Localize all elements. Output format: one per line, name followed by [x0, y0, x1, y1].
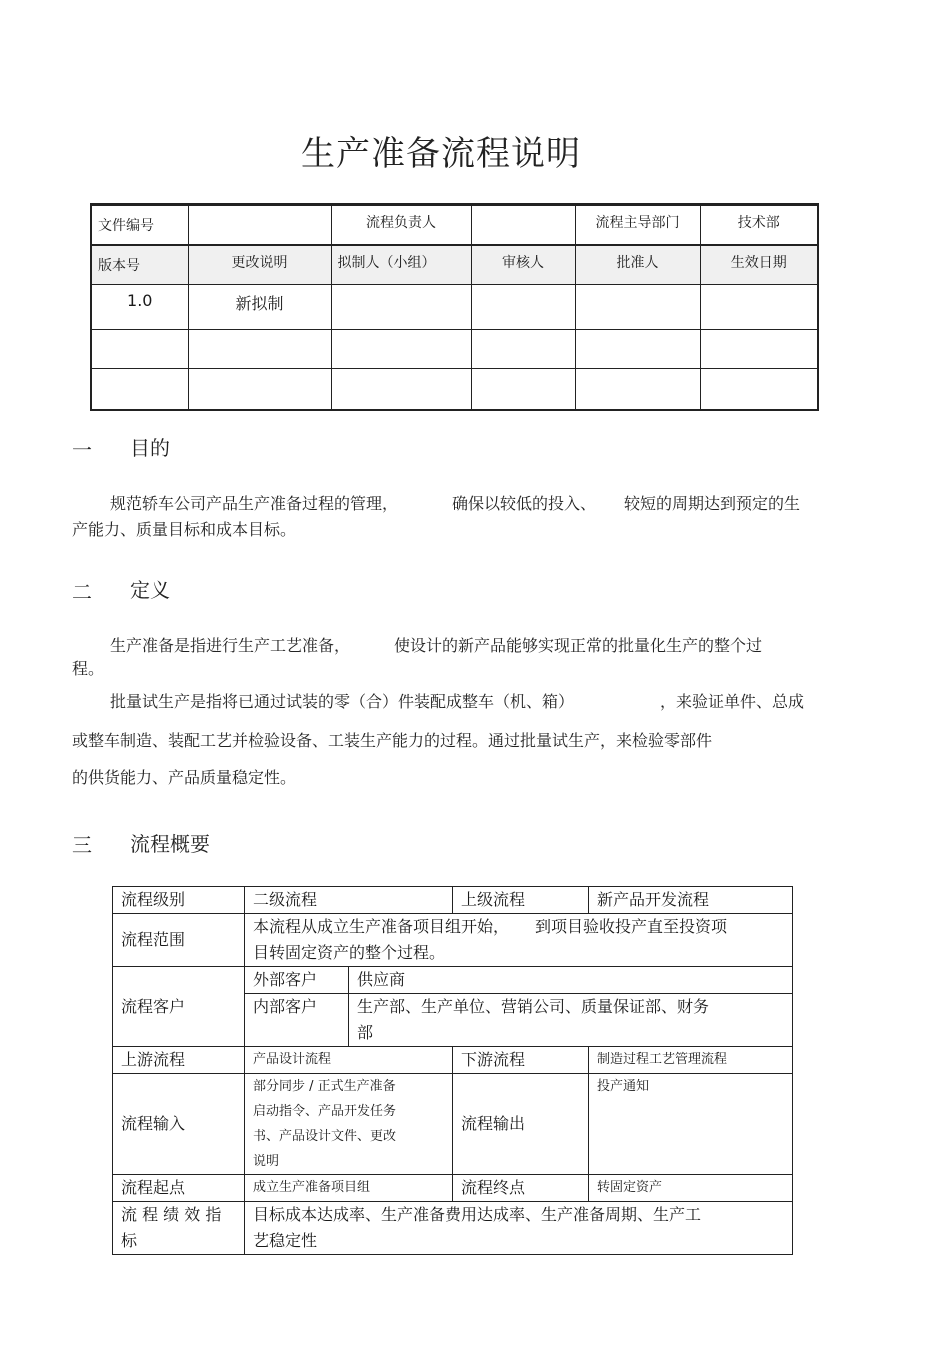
customer-label: 流程客户 — [113, 967, 245, 1047]
table-cell — [700, 369, 818, 411]
table-cell — [575, 285, 700, 330]
table-cell — [471, 369, 575, 411]
section-1-text-b: 确保以较低的投入、 — [452, 494, 597, 513]
internal-value — [349, 994, 793, 1047]
table-cell — [471, 330, 575, 369]
table-cell — [91, 369, 188, 411]
section-2-p1-c: 程。 — [72, 659, 105, 678]
scope-value-a: 本流程从成立生产准备项目组开始， — [253, 917, 510, 936]
table-cell — [331, 369, 471, 411]
scope-value-c: 目转固定资产的整个过程。 — [253, 943, 446, 962]
downstream-label: 下游流程 — [453, 1047, 589, 1074]
scope-value — [245, 914, 793, 967]
table-row — [113, 1202, 793, 1255]
external-label: 外部客户 — [245, 967, 349, 994]
table-row — [91, 245, 818, 285]
table-cell — [331, 285, 471, 330]
section-1-title: 目的 — [130, 436, 170, 460]
table-cell — [575, 330, 700, 369]
input-value-3: 书、产品设计文件、更改 — [253, 1129, 397, 1144]
section-1-number: 一 — [72, 438, 92, 462]
section-2-p2-a: 批量试生产是指将已通过试装的零（合）件装配成整车（机、箱） — [110, 692, 575, 711]
scope-label: 流程范围 — [113, 914, 245, 967]
output-value: 投产通知 — [589, 1074, 793, 1175]
process-summary-table — [112, 886, 793, 1255]
table-row — [91, 330, 818, 369]
table-row — [91, 369, 818, 411]
start-value: 成立生产准备项目组 — [245, 1175, 453, 1202]
drafter-label: 拟制人（小组） — [331, 245, 471, 285]
input-label: 流程输入 — [113, 1074, 245, 1175]
table-row — [91, 205, 818, 246]
section-2-p2-b: ，来验证单件、总成 — [660, 692, 805, 711]
internal-label: 内部客户 — [245, 994, 349, 1047]
process-owner-value — [471, 205, 575, 246]
scope-value-b: 到项目验收投产直至投资项 — [535, 917, 728, 936]
kpi-label-b: 标 — [121, 1231, 138, 1250]
downstream-value: 制造过程工艺管理流程 — [589, 1047, 793, 1074]
table-cell — [188, 330, 331, 369]
parent-label: 上级流程 — [453, 887, 589, 914]
table-row — [113, 1175, 793, 1202]
page-title: 生产准备流程说明 — [301, 134, 581, 174]
table-row — [113, 914, 793, 967]
table-cell — [188, 369, 331, 411]
section-1-text-c: 较短的周期达到预定的生 — [624, 494, 801, 513]
kpi-value — [245, 1202, 793, 1255]
table-cell — [700, 285, 818, 330]
reviewer-label: 审核人 — [471, 245, 575, 285]
table-cell — [91, 330, 188, 369]
version-value: 1.0 — [91, 285, 188, 330]
change-desc-value: 新拟制 — [188, 285, 331, 330]
input-value-4: 说明 — [253, 1154, 280, 1169]
doc-number-label: 文件编号 — [91, 205, 188, 246]
lead-dept-label: 流程主导部门 — [575, 205, 700, 246]
table-row — [113, 887, 793, 914]
table-cell — [700, 330, 818, 369]
end-label: 流程终点 — [453, 1175, 589, 1202]
section-2-p1-b: 使设计的新产品能够实现正常的批量化生产的整个过 — [394, 636, 763, 655]
version-label: 版本号 — [91, 245, 188, 285]
kpi-value-a: 目标成本达成率、生产准备费用达成率、生产准备周期、生产工 — [253, 1205, 702, 1224]
upstream-value: 产品设计流程 — [245, 1047, 453, 1074]
output-label: 流程输出 — [453, 1074, 589, 1175]
kpi-value-b: 艺稳定性 — [253, 1231, 318, 1250]
level-value: 二级流程 — [245, 887, 453, 914]
section-1-text-a: 规范轿车公司产品生产准备过程的管理， — [110, 494, 399, 513]
internal-value-b: 部 — [357, 1023, 374, 1042]
section-2-p2-c: 或整车制造、装配工艺并检验设备、工装生产能力的过程。通过批量试生产，来检验零部件 — [72, 731, 713, 750]
parent-value: 新产品开发流程 — [589, 887, 793, 914]
lead-dept-value: 技术部 — [700, 205, 818, 246]
section-2-number: 二 — [72, 580, 92, 604]
level-label: 流程级别 — [113, 887, 245, 914]
external-value: 供应商 — [349, 967, 793, 994]
table-cell — [471, 285, 575, 330]
table-row — [113, 1047, 793, 1074]
input-value-1: 部分同步 / 正式生产准备 — [253, 1079, 396, 1094]
section-3-title: 流程概要 — [130, 832, 210, 856]
input-value — [245, 1074, 453, 1175]
table-row — [113, 967, 793, 994]
approver-label: 批准人 — [575, 245, 700, 285]
kpi-label — [113, 1202, 245, 1255]
section-3-number: 三 — [72, 833, 92, 857]
section-2-p2-d: 的供货能力、产品质量稳定性。 — [72, 768, 297, 787]
table-row — [113, 1074, 793, 1175]
upstream-label: 上游流程 — [113, 1047, 245, 1074]
effective-date-label: 生效日期 — [700, 245, 818, 285]
start-label: 流程起点 — [113, 1175, 245, 1202]
input-value-2: 启动指令、产品开发任务 — [253, 1104, 397, 1119]
section-2-p1-a: 生产准备是指进行生产工艺准备， — [110, 636, 351, 655]
doc-number-value — [188, 205, 331, 246]
section-1-text-d: 产能力、质量目标和成本目标。 — [72, 520, 297, 539]
change-desc-label: 更改说明 — [188, 245, 331, 285]
section-2-title: 定义 — [130, 578, 170, 602]
table-cell — [575, 369, 700, 411]
process-owner-label: 流程负责人 — [331, 205, 471, 246]
kpi-label-a: 流 程 绩 效 指 — [121, 1205, 222, 1224]
table-row — [91, 285, 818, 330]
internal-value-a: 生产部、生产单位、营销公司、质量保证部、财务 — [357, 997, 710, 1016]
end-value: 转固定资产 — [589, 1175, 793, 1202]
document-control-table — [90, 203, 819, 411]
table-cell — [331, 330, 471, 369]
